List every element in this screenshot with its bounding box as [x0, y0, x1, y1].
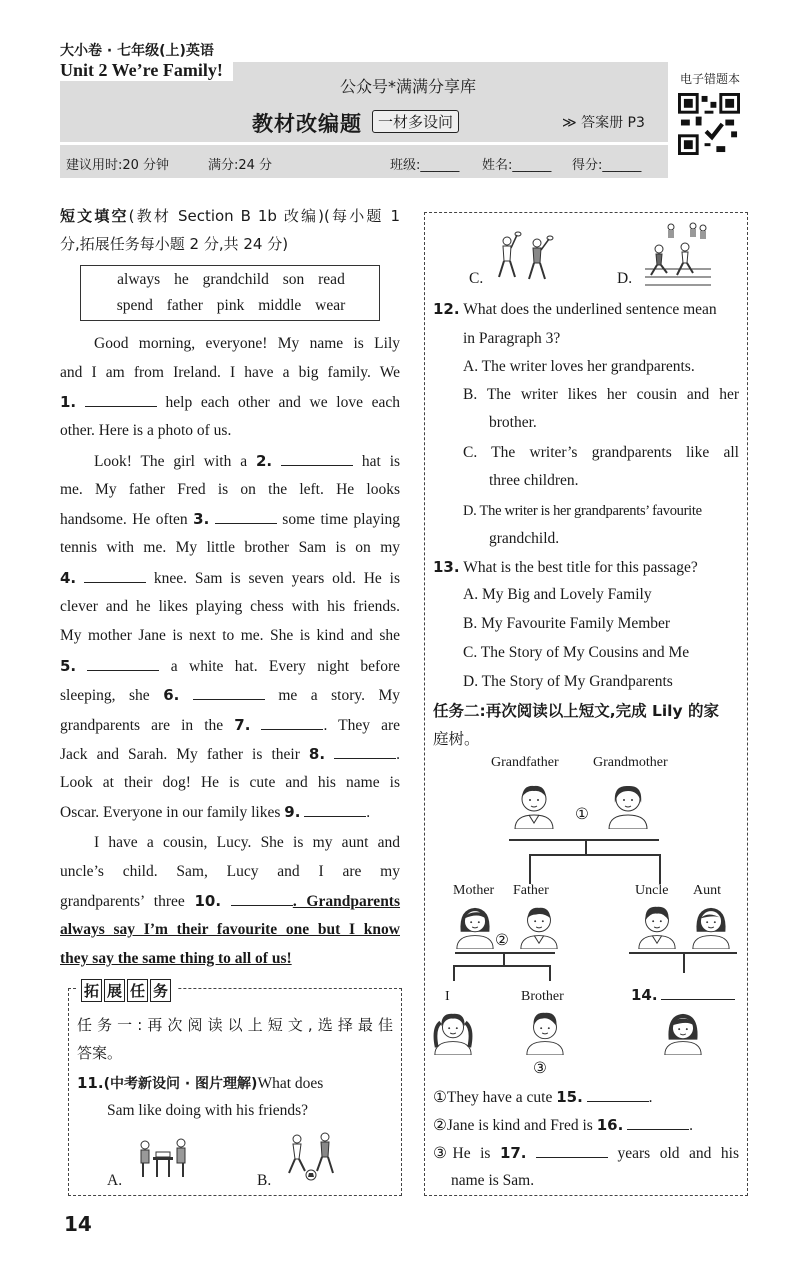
passage-text: . They are	[323, 717, 400, 734]
tag-char: 务	[150, 979, 171, 1002]
word-bank	[80, 265, 380, 321]
passage-line: me. My father Fred is on the left. He looks	[60, 481, 400, 498]
passage-text: grandparents’ three	[60, 893, 185, 910]
series-title: 大小卷 · 七年级(上)英语	[60, 43, 214, 59]
q12-option-b[interactable]: B. The writer likes her cousin and her	[463, 386, 739, 403]
fill-sentence-1	[433, 1087, 653, 1108]
extension-task-box	[68, 982, 402, 1196]
blank-number: 15.	[556, 1088, 583, 1106]
q13-line	[433, 557, 698, 578]
blank-number: 3.	[193, 510, 210, 528]
tree-line	[683, 953, 685, 973]
tree-label-aunt: Aunt	[693, 883, 721, 898]
wechat-watermark: 公众号*满满分享库	[340, 77, 477, 96]
tree-line	[529, 854, 659, 856]
tree-line	[549, 965, 551, 981]
passage-line: and I am from Ireland. I have a big family. We	[60, 364, 400, 381]
section-heading: 短文填空	[60, 207, 129, 225]
circle-number-1: ①	[575, 806, 589, 823]
blank-number: 5.	[60, 657, 77, 675]
fill-text: .	[648, 1089, 653, 1106]
qr-label: 电子错题本	[679, 72, 740, 86]
q12-line-2: in Paragraph 3?	[463, 330, 561, 347]
tag-char: 展	[104, 979, 125, 1002]
passage-line: tennis with me. My little brother Sam is on my	[60, 539, 400, 556]
q13-option-d[interactable]: D. The Story of My Grandparents	[463, 673, 673, 690]
blank-7[interactable]	[261, 716, 323, 730]
tree-label-grandfather: Grandfather	[491, 755, 559, 770]
grandmother-avatar	[605, 781, 651, 829]
blank-1[interactable]	[85, 393, 157, 407]
q11-tag: (中考新设问 · 图片理解)	[103, 1076, 258, 1092]
page-number: 14	[64, 1212, 92, 1236]
passage-line	[60, 685, 400, 706]
q12-option-c[interactable]: C. The writer’s grandparents like all	[463, 444, 739, 461]
passage-text: sleeping, she	[60, 687, 150, 704]
qr-code-icon[interactable]	[678, 93, 740, 155]
word-bank-row-1: always he grandchild son read	[117, 271, 345, 288]
mother-avatar	[453, 903, 497, 949]
q11-number: 11.	[77, 1074, 104, 1092]
passage-text: knee. Sam is seven years old. He is	[153, 570, 400, 587]
q13-option-a[interactable]: A. My Big and Lovely Family	[463, 586, 652, 603]
passage-text: .	[366, 804, 371, 821]
q12-line-1	[433, 299, 741, 320]
fill-text: ③He is	[433, 1145, 491, 1162]
passage-line: My mother Jane is next to me. She is kind and she	[60, 627, 400, 644]
q12-option-d[interactable]: D. The writer is her grandparents’ favourite	[463, 503, 702, 519]
circle-number-2: ②	[495, 932, 509, 949]
section-heading-rest: (教材 Section B 1b 改编)(每小题 1	[128, 207, 400, 225]
page-title: 教材改编题	[252, 112, 362, 136]
tree-label-mother: Mother	[453, 883, 495, 898]
q12-text: What does the underlined sentence mean	[463, 301, 717, 318]
lucy-avatar	[661, 1009, 705, 1055]
brother-avatar	[523, 1009, 567, 1055]
tree-line	[453, 965, 455, 981]
underlined-sentence-start: . Grandparents	[292, 893, 401, 910]
tree-line	[509, 839, 659, 841]
passage-line	[60, 891, 400, 912]
passage-text: grandparents are in the	[60, 717, 224, 734]
fill-text: .	[689, 1117, 694, 1134]
football-playing-picture[interactable]	[283, 1131, 343, 1187]
tree-line	[659, 854, 661, 884]
fill-text: ②Jane is kind and Fred is	[433, 1117, 593, 1134]
passage-text: Look! The girl with a	[94, 453, 248, 470]
underlined-sentence: always say I’m their favourite one but I know	[60, 921, 400, 938]
tree-label-brother: Brother	[521, 989, 564, 1004]
option-c-label[interactable]: C.	[469, 270, 484, 287]
tree-label-grandmother: Grandmother	[593, 755, 668, 770]
task2-text: 任务二:再次阅读以上短文,完成 Lily 的家	[433, 702, 719, 720]
grandfather-avatar	[511, 781, 557, 829]
q13-number: 13.	[433, 558, 460, 576]
passage-text: handsome. He often	[60, 511, 188, 528]
q11-line-2: Sam like doing with his friends?	[107, 1102, 309, 1119]
tree-label-father: Father	[513, 883, 549, 898]
blank-number: 4.	[60, 569, 77, 587]
tree-line	[503, 953, 505, 965]
blank-number: 7.	[234, 716, 251, 734]
blank-6[interactable]	[193, 686, 265, 700]
title-tag: 一材多设问	[372, 110, 459, 133]
passage-line	[60, 509, 400, 530]
q12-option-b-cont: brother.	[489, 414, 537, 431]
qr-section	[672, 70, 748, 170]
lily-avatar	[431, 1009, 475, 1055]
option-b-label[interactable]: B.	[257, 1172, 272, 1189]
q14-line	[631, 985, 735, 1006]
blank-number: 17.	[499, 1144, 527, 1162]
passage-line: uncle’s child. Sam, Lucy and I are my	[60, 863, 400, 880]
class-field[interactable]: 班级:______	[390, 158, 460, 173]
right-column	[424, 212, 748, 1196]
section-heading-2: 分,拓展任务每小题 2 分,共 24 分)	[60, 235, 289, 253]
blank-5[interactable]	[87, 657, 159, 671]
passage-text: Jack and Sarah. My father is their	[60, 746, 300, 763]
passage-text: me a story. My	[278, 687, 401, 704]
q11-text: What does	[257, 1075, 324, 1092]
fill-sentence-3	[433, 1143, 739, 1164]
blank-number: 2.	[256, 452, 273, 470]
tree-label-me: I	[445, 989, 450, 1004]
blank-number: 8.	[308, 745, 326, 763]
q13-option-b[interactable]: B. My Favourite Family Member	[463, 615, 671, 632]
option-a-label[interactable]: A.	[107, 1172, 123, 1189]
blank-number: 1.	[60, 393, 77, 411]
q14-number: 14.	[631, 986, 658, 1004]
passage-text: .	[396, 746, 400, 763]
passage-text: a white hat. Every night before	[170, 658, 400, 675]
task2-line-1	[433, 701, 719, 721]
passage-line	[60, 802, 400, 823]
blank-10[interactable]	[231, 892, 293, 906]
passage-line	[60, 392, 400, 413]
passage-line: Look at their dog! He is cute and his name is	[60, 774, 400, 791]
passage-text: hat is	[361, 453, 401, 470]
underlined-sentence-end: they say the same thing to all of us!	[60, 950, 292, 967]
fill-sentence-3-cont: name is Sam.	[451, 1172, 535, 1189]
passage-line	[60, 744, 400, 765]
q13-option-c[interactable]: C. The Story of My Cousins and Me	[463, 644, 690, 661]
passage-text: some time playing	[282, 511, 401, 528]
blank-8[interactable]	[334, 745, 396, 759]
q13-text: What is the best title for this passage?	[463, 559, 698, 576]
passage-line: clever and he likes playing chess with his friends.	[60, 598, 400, 615]
answer-reference: ≫ 答案册 P3	[562, 115, 645, 131]
passage-text: Oscar. Everyone in our family likes	[60, 804, 281, 821]
blank-17[interactable]	[536, 1144, 608, 1158]
father-avatar	[517, 903, 561, 949]
passage-line: Good morning, everyone! My name is Lily	[94, 335, 400, 352]
passage-line: other. Here is a photo of us.	[60, 422, 232, 439]
task2-line-2: 庭树。	[433, 730, 480, 748]
extension-tag	[77, 979, 177, 1002]
q12-option-a[interactable]: A. The writer loves her grandparents.	[463, 358, 695, 375]
blank-14[interactable]	[661, 986, 735, 1000]
fill-sentence-2	[433, 1115, 693, 1136]
tree-line	[453, 965, 549, 967]
uncle-avatar	[635, 903, 679, 949]
q12-option-d-cont: grandchild.	[489, 530, 560, 547]
running-race-picture[interactable]	[645, 221, 711, 287]
tree-line	[529, 854, 531, 884]
blank-number: 16.	[596, 1116, 624, 1134]
q11-line-1	[77, 1073, 417, 1094]
fill-text: years old and his	[617, 1145, 739, 1162]
task1-line-1: 任务一:再次阅读以上短文,选择最佳	[77, 1016, 393, 1034]
section-heading-1	[60, 206, 400, 227]
q12-option-c-cont: three children.	[489, 472, 579, 489]
blank-number: 9.	[284, 803, 301, 821]
score-field[interactable]: 得分:______	[572, 158, 642, 173]
task1-line-2: 答案。	[77, 1044, 123, 1062]
chess-playing-picture[interactable]	[135, 1133, 191, 1185]
fill-text: ①They have a cute	[433, 1089, 553, 1106]
blank-9[interactable]	[304, 803, 366, 817]
tree-line	[585, 840, 587, 854]
passage-line	[60, 568, 400, 589]
badminton-playing-picture[interactable]	[495, 231, 555, 287]
circle-number-3: ③	[533, 1060, 547, 1077]
passage-line	[60, 715, 400, 736]
passage-line	[60, 656, 400, 677]
word-bank-row-2: spend father pink middle wear	[116, 297, 346, 314]
tree-label-uncle: Uncle	[635, 883, 669, 898]
unit-title: Unit 2 We’re Family!	[60, 60, 233, 81]
blank-2[interactable]	[281, 452, 353, 466]
passage-line: I have a cousin, Lucy. She is my aunt and	[94, 834, 400, 851]
passage-line	[60, 451, 400, 472]
tag-char: 拓	[81, 979, 102, 1002]
blank-3[interactable]	[215, 510, 277, 524]
passage-text: help each other and we love each	[165, 394, 401, 411]
blank-16[interactable]	[627, 1116, 689, 1130]
tag-char: 任	[127, 979, 148, 1002]
tree-line	[455, 952, 555, 954]
aunt-avatar	[689, 903, 733, 949]
name-field[interactable]: 姓名:______	[482, 158, 552, 173]
blank-4[interactable]	[84, 569, 146, 583]
option-d-label[interactable]: D.	[617, 270, 633, 287]
blank-number: 6.	[163, 686, 180, 704]
full-score: 满分:24 分	[208, 158, 273, 173]
blank-number: 10.	[194, 892, 222, 910]
blank-15[interactable]	[587, 1088, 649, 1102]
q12-number: 12.	[433, 300, 460, 318]
suggested-time: 建议用时:20 分钟	[66, 158, 170, 173]
